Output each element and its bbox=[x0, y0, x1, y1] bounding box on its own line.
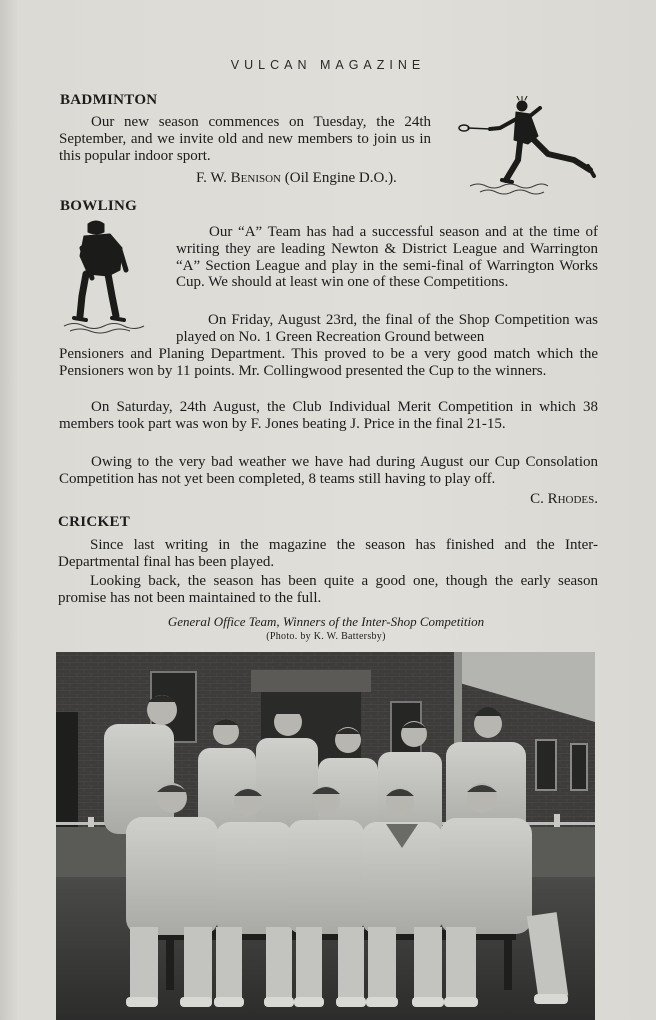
bowls-player-icon bbox=[62, 218, 154, 336]
bowling-paragraph-2b: Pensioners and Planing Department. This proved to be a very good match which the Pensioners won by 11 points. Mr. Collingwood presented the Cup to the winners. bbox=[59, 346, 598, 379]
bowling-paragraph-2a: On Friday, August 23rd, the final of the Shop Competition was played on No. 1 Green Recreation Ground between bbox=[176, 312, 598, 345]
cricket-paragraph-2: Looking back, the season has been quite a good one, though the early season promise has not been maintained to the full. bbox=[58, 573, 598, 606]
bowling-paragraph-3: On Saturday, 24th August, the Club Individual Merit Competition in which 38 members took part was won by F. Jones beating J. Price in the final 21-15. bbox=[59, 399, 598, 432]
badminton-heading: BADMINTON bbox=[60, 92, 158, 108]
badminton-signature bbox=[196, 170, 397, 187]
photo-caption: General Office Team, Winners of the Inter-Shop Competition bbox=[167, 614, 485, 629]
cricket-paragraph-1: Since last writing in the magazine the season has finished and the Inter-Departmental final has been played. bbox=[58, 537, 598, 570]
badminton-player-icon bbox=[456, 96, 604, 200]
badminton-signature-dept: (Oil Engine D.O.). bbox=[284, 170, 397, 186]
badminton-body: Our new season commences on Tuesday, the 24th September, and we invite old and new members to join us in this popular indoor sport. bbox=[59, 114, 431, 164]
bowling-signature: C. Rhodes. bbox=[530, 491, 598, 507]
team-photograph bbox=[56, 652, 595, 1020]
cricket-heading: CRICKET bbox=[58, 514, 131, 530]
bowling-paragraph-4: Owing to the very bad weather we have had during August our Cup Consolation Competition has not yet been completed, 8 teams still having to play off. bbox=[59, 454, 598, 487]
bowling-paragraph-1: Our “A” Team has had a successful season and at the time of writing they are leading Newton & District League and Warrington “A” Section League and play in the semi-final of Warrington Works Cup. We should at least win one of these Competitions. bbox=[176, 224, 598, 291]
bowling-heading: BOWLING bbox=[60, 198, 138, 214]
page-header: VULCAN MAGAZINE bbox=[230, 58, 426, 72]
badminton-signature-name: F. W. Benison bbox=[196, 170, 281, 186]
photo-credit: (Photo. by K. W. Battersby) bbox=[266, 631, 386, 642]
